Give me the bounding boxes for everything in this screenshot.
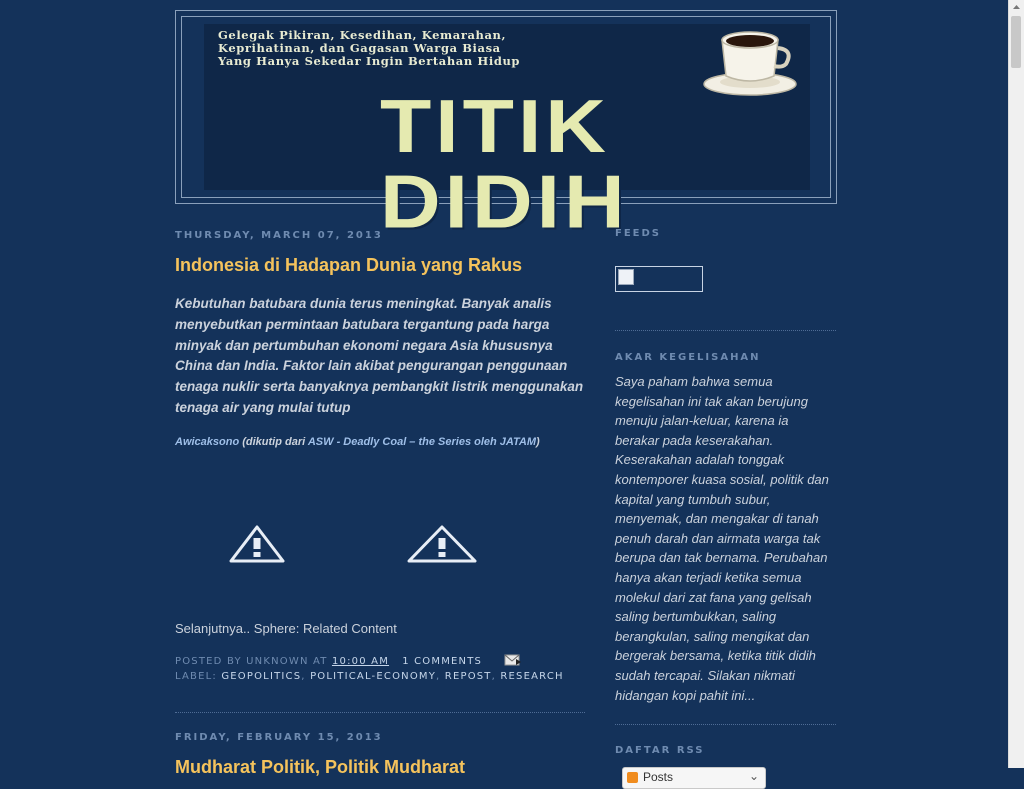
chevron-down-icon[interactable]: ⌄ (748, 769, 759, 783)
tagline-line: Yang Hanya Sekedar Ingin Bertahan Hidup (218, 54, 521, 68)
post-footer (175, 653, 585, 682)
scrollbar-thumb[interactable] (1011, 16, 1021, 68)
post-excerpt: Kebutuhan batubara dunia terus meningkat. Banyak analis menyebutkan permintaan batubara tergantung pada harga minyak dan pertumbuhan ekonomi negara Asia khususnya China dan India. Faktor lain akibat pengurangan penggunaan tenaga nuklir serta banyaknya pembangkit listrik menggunakan tenaga air yang mulai tutup (175, 296, 584, 415)
rss-widget[interactable] (622, 767, 766, 789)
label-link[interactable]: GEOPOLITICS (221, 671, 302, 682)
email-post-icon[interactable] (504, 653, 522, 666)
broken-image-warning-icon (407, 524, 477, 564)
feed-button[interactable] (615, 266, 703, 292)
sphere-link[interactable]: Sphere: Related Content (253, 621, 397, 636)
broken-image-icon (618, 269, 634, 285)
sidebar (615, 228, 836, 784)
read-more-link[interactable]: Selanjutnya.. (175, 621, 251, 636)
tagline-line: Keprihatinan, dan Gagasan Warga Biasa (218, 41, 501, 55)
blog-container (175, 10, 837, 784)
post-separator (175, 712, 585, 713)
label-link[interactable]: RESEARCH (500, 671, 564, 682)
author-link[interactable]: Awicaksono (175, 435, 240, 448)
comments-link[interactable]: 1 COMMENTS (402, 656, 483, 667)
about-text: Saya paham bahwa semua kegelisahan ini tak akan berujung menuju jalan-keluar, karena ia berakar pada keserakahan. Keserakahan adalah tonggak kontemporer kuasa sosial, politik dan kapital yang tumbuh subur, menyemak, dan mengakar di tanah penuh darah dan airmata warga tak berupa dan tak bernama. Perubahan hanya akan terjadi ketika semua molekul dari zat fana yang gelisah saling bertumbukkan, saling berangkulan, saling mengikat dan bergerak bersama, ketika titik didih sudah tercapai. Silakan nikmati hidangan kopi pahit ini... (615, 374, 829, 703)
rss-icon (627, 772, 638, 783)
sidebar-separator (615, 724, 836, 725)
post-date: THURSDAY, MARCH 07, 2013 (175, 230, 383, 241)
broken-image-warning-icon (229, 524, 285, 564)
post-title[interactable]: Mudharat Politik, Politik Mudharat (175, 757, 466, 777)
blog-title[interactable]: TITIK DIDIH (380, 83, 629, 244)
post-credit (175, 436, 585, 448)
post-date: FRIDAY, FEBRUARY 15, 2013 (175, 732, 383, 743)
post-meta (175, 653, 585, 667)
credit-end: ) (536, 435, 540, 448)
feeds-heading: FEEDS (615, 228, 661, 239)
source-link[interactable]: ASW - Deadly Coal – the Series oleh JATAM (307, 435, 537, 448)
blog-tagline (218, 29, 520, 68)
credit-text: (dikutip dari (239, 435, 308, 448)
labels-prefix: LABEL: (175, 671, 222, 682)
rss-widget-label: Posts (643, 770, 674, 784)
vertical-scrollbar[interactable] (1008, 0, 1024, 768)
posted-by: POSTED BY UNKNOWN AT (175, 656, 332, 667)
tagline-line: Gelegak Pikiran, Kesedihan, Kemarahan, (218, 28, 507, 42)
sidebar-separator (615, 330, 836, 331)
post-timestamp[interactable]: 10:00 AM (331, 656, 390, 667)
post-title[interactable]: Indonesia di Hadapan Dunia yang Rakus (175, 255, 523, 275)
post-more (175, 621, 397, 636)
scroll-up-arrow-icon[interactable] (1009, 0, 1024, 14)
label-link[interactable]: REPOST (444, 671, 492, 682)
about-heading: AKAR KEGELISAHAN (615, 352, 761, 363)
post-labels: LABEL: GEOPOLITICS, POLITICAL-ECONOMY, REPOST, RESEARCH (175, 671, 564, 682)
label-link[interactable]: POLITICAL-ECONOMY (310, 671, 437, 682)
rss-heading: DAFTAR RSS (615, 745, 705, 756)
